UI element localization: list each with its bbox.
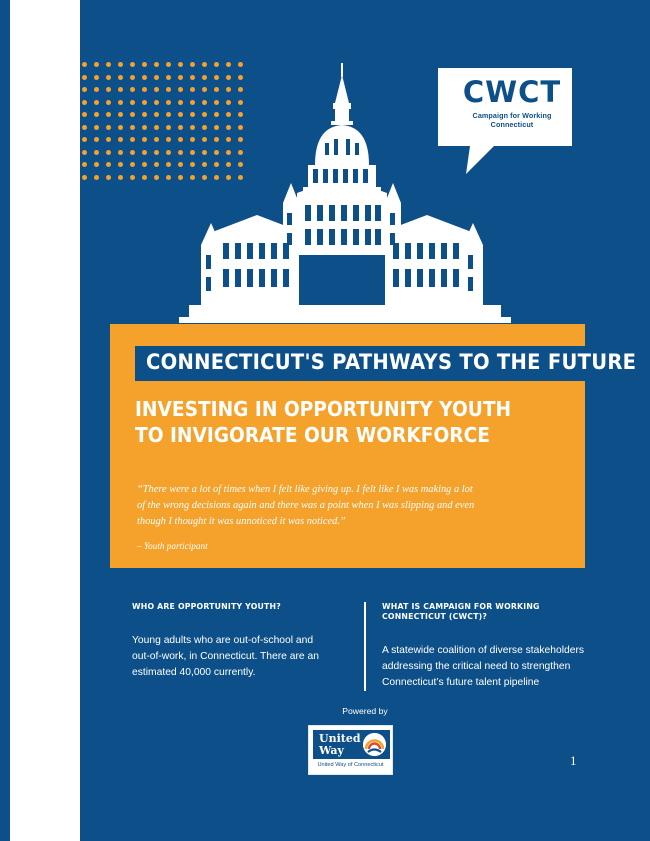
- dot: [82, 137, 87, 142]
- dot: [166, 87, 171, 92]
- united-way-logo: [308, 725, 393, 775]
- column-heading: WHO ARE OPPORTUNITY YOUTH?: [132, 601, 281, 611]
- dot: [166, 150, 171, 155]
- dot: [82, 87, 87, 92]
- pull-quote: “There were a lot of times when I felt like giving up. I felt like I was making a lot of the wrong decisions again and there was a point when I was slipping and even though I thought it was unnoticed it was noticed.”: [137, 484, 475, 528]
- dot: [94, 112, 99, 117]
- united-way-caption: United Way of Connecticut: [317, 762, 384, 768]
- dot: [106, 150, 111, 155]
- dot: [142, 150, 147, 155]
- main-title: CONNECTICUT'S PATHWAYS TO THE FUTURE: [146, 350, 637, 374]
- quote-attribution: – Youth participant: [137, 541, 208, 551]
- dot: [106, 100, 111, 105]
- info-column-cwct: [364, 602, 597, 691]
- dot: [130, 75, 135, 80]
- dot: [166, 162, 171, 167]
- dot: [94, 125, 99, 130]
- dot: [94, 62, 99, 67]
- dot: [130, 112, 135, 117]
- dot: [130, 125, 135, 130]
- dot: [142, 125, 147, 130]
- dot: [82, 162, 87, 167]
- dot: [106, 62, 111, 67]
- dot: [82, 62, 87, 67]
- cover-panel: [80, 0, 650, 841]
- dot: [118, 87, 123, 92]
- dot: [118, 62, 123, 67]
- dot: [166, 175, 171, 180]
- dot: [154, 175, 159, 180]
- dot: [154, 112, 159, 117]
- dot: [106, 112, 111, 117]
- main-title-band: [135, 346, 650, 381]
- dot: [130, 162, 135, 167]
- dot: [154, 150, 159, 155]
- dot: [142, 62, 147, 67]
- dot: [154, 137, 159, 142]
- dot: [142, 175, 147, 180]
- dot: [166, 75, 171, 80]
- dot: [118, 112, 123, 117]
- dot: [130, 175, 135, 180]
- dot: [166, 62, 171, 67]
- dot: [142, 162, 147, 167]
- dot: [82, 100, 87, 105]
- powered-by-label: Powered by: [342, 706, 388, 716]
- dot: [142, 137, 147, 142]
- column-heading: WHAT IS CAMPAIGN FOR WORKING CONNECTICUT (CWCT)?: [382, 601, 540, 621]
- dot: [106, 125, 111, 130]
- dot: [154, 62, 159, 67]
- dot: [82, 112, 87, 117]
- dot: [130, 100, 135, 105]
- dot: [82, 75, 87, 80]
- subtitle-block: [135, 396, 535, 449]
- dot: [130, 137, 135, 142]
- rainbow-hand-svg: [363, 733, 386, 756]
- dot: [94, 87, 99, 92]
- dot: [118, 162, 123, 167]
- title-panel: [110, 324, 637, 568]
- column-body: A statewide coalition of diverse stakeholders addressing the critical need to strengthen Connecticut’s future talent pipeline: [382, 644, 585, 688]
- united-way-word-line-2: Way: [319, 743, 344, 757]
- dot: [106, 162, 111, 167]
- dot: [166, 112, 171, 117]
- dot: [106, 175, 111, 180]
- dot: [94, 75, 99, 80]
- dot: [106, 137, 111, 142]
- dot: [118, 100, 123, 105]
- dot: [106, 75, 111, 80]
- dot: [142, 75, 147, 80]
- dot: [166, 125, 171, 130]
- dot: [94, 150, 99, 155]
- dot: [142, 112, 147, 117]
- dot: [106, 87, 111, 92]
- dot: [94, 175, 99, 180]
- dot: [130, 87, 135, 92]
- united-way-logo-badge: [313, 730, 390, 759]
- dot: [118, 150, 123, 155]
- cwct-acronym: CWCT: [462, 75, 562, 109]
- dot: [130, 62, 135, 67]
- dot: [82, 175, 87, 180]
- dot: [142, 87, 147, 92]
- cwct-full-name: Campaign for Working Connecticut: [472, 111, 552, 129]
- info-column-opportunity-youth: [132, 602, 327, 681]
- dot: [118, 125, 123, 130]
- dot: [94, 100, 99, 105]
- dot: [154, 100, 159, 105]
- dot: [166, 137, 171, 142]
- page-edge-strip-white: [10, 0, 24, 841]
- united-way-word-line-1: United: [319, 731, 361, 745]
- dot: [118, 175, 123, 180]
- page-edge-strip-blue: [0, 0, 10, 841]
- dot: [82, 150, 87, 155]
- page-number: 1: [570, 753, 577, 768]
- dot: [94, 137, 99, 142]
- dot: [142, 100, 147, 105]
- dot: [166, 100, 171, 105]
- dot: [82, 125, 87, 130]
- dot: [154, 87, 159, 92]
- column-body: Young adults who are out-of-school and out-of-work, in Connecticut. There are an estimated 40,000 currently.: [132, 634, 319, 678]
- dot: [154, 75, 159, 80]
- dot: [94, 162, 99, 167]
- subtitle-line-2: TO INVIGORATE OUR WORKFORCE: [135, 423, 490, 448]
- dot: [154, 125, 159, 130]
- dot: [130, 150, 135, 155]
- dot: [118, 75, 123, 80]
- dot: [154, 162, 159, 167]
- subtitle-line-1: INVESTING IN OPPORTUNITY YOUTH: [135, 397, 512, 421]
- united-way-rainbow-hand-icon: [363, 733, 386, 756]
- cwct-logo-shape: [430, 62, 580, 187]
- page-left-gutter: [24, 0, 80, 841]
- dot: [118, 137, 123, 142]
- united-way-wordmark: [319, 733, 361, 756]
